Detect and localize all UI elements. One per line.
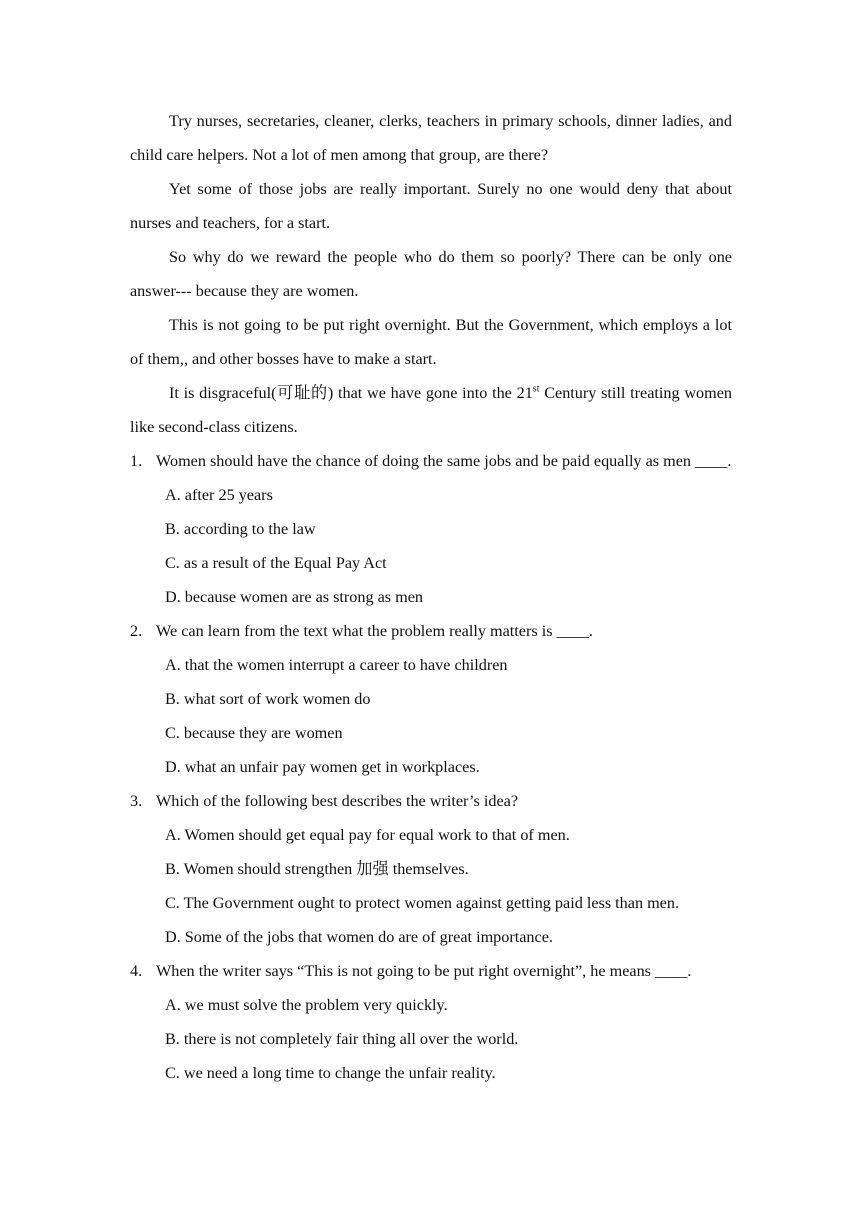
question-1-number: 1. <box>130 452 143 470</box>
question-2-text: We can learn from the text what the problem really matters is ____. <box>156 622 593 640</box>
question-1-option-b: B. according to the law <box>165 520 316 538</box>
question-2 <box>130 614 732 784</box>
question-1-option-d: D. because women are as strong as men <box>165 588 424 606</box>
question-1-option-c: C. as a result of the Equal Pay Act <box>165 554 387 572</box>
question-3-option-a: A. Women should get equal pay for equal work to that of men. <box>165 826 570 844</box>
question-2-option-b: B. what sort of work women do <box>165 690 371 708</box>
question-2-option-c: C. because they are women <box>165 724 343 742</box>
passage-paragraph-5 <box>130 376 732 444</box>
passage-paragraph-3: So why do we reward the people who do them so poorly? There can be only one answer--- because they are women. <box>130 248 732 300</box>
question-1-stem <box>130 444 732 478</box>
paragraph-5-text-end: Century still treating women like second-class citizens. <box>130 384 732 436</box>
ordinal-suffix: st <box>532 383 540 395</box>
question-4-number: 4. <box>130 962 143 980</box>
passage-paragraph-4: This is not going to be put right overnight. But the Government, which employs a lot of them,, and other bosses have to make a start. <box>130 316 732 368</box>
question-3 <box>130 784 732 954</box>
question-3-text: Which of the following best describes the writer’s idea? <box>156 792 519 810</box>
question-1-option-a: A. after 25 years <box>165 486 273 504</box>
question-2-stem <box>130 614 732 648</box>
question-3-stem <box>130 784 732 818</box>
question-2-option-d: D. what an unfair pay women get in workplaces. <box>165 758 480 776</box>
paragraph-5-text-start: It is disgraceful(可耻的) that we have gone into the 21 <box>169 384 533 402</box>
document-body <box>130 104 732 1090</box>
passage-paragraph-1: Try nurses, secretaries, cleaner, clerks, teachers in primary schools, dinner ladies, and child care helpers. Not a lot of men among that group, are there? <box>130 112 732 164</box>
question-3-option-c: C. The Government ought to protect women against getting paid less than men. <box>165 894 680 912</box>
question-3-option-b: B. Women should strengthen 加强 themselves. <box>165 860 469 878</box>
question-3-option-d: D. Some of the jobs that women do are of great importance. <box>165 928 553 946</box>
question-4-option-c: C. we need a long time to change the unfair reality. <box>165 1064 496 1082</box>
question-4-stem <box>130 954 732 988</box>
question-4-option-b: B. there is not completely fair thing all over the world. <box>165 1030 519 1048</box>
question-2-number: 2. <box>130 622 143 640</box>
question-3-number: 3. <box>130 792 143 810</box>
question-4-text: When the writer says “This is not going to be put right overnight”, he means ____. <box>156 962 692 980</box>
question-4 <box>130 954 732 1090</box>
question-4-option-a: A. we must solve the problem very quickly. <box>165 996 448 1014</box>
question-1 <box>130 444 732 614</box>
question-2-option-a: A. that the women interrupt a career to have children <box>165 656 508 674</box>
passage-paragraph-2: Yet some of those jobs are really important. Surely no one would deny that about nurses and teachers, for a start. <box>130 180 732 232</box>
question-1-text: Women should have the chance of doing the same jobs and be paid equally as men ____. <box>156 452 732 470</box>
